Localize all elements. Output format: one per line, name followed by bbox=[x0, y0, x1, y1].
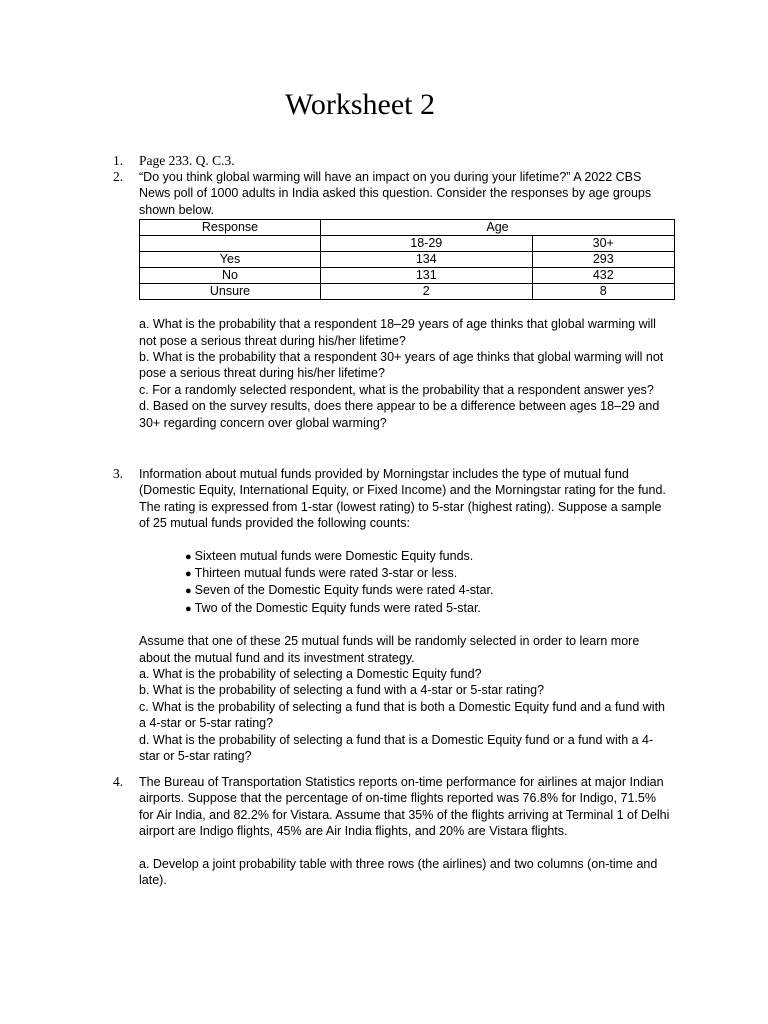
question-text: Page 233. Q. C.3. bbox=[139, 153, 235, 168]
row-label: Unsure bbox=[140, 284, 321, 300]
response-header: Response bbox=[140, 220, 321, 236]
question-intro: The Bureau of Transportation Statistics reports on-time performance for airlines at major Indian airports. Suppose that the percentage of on-time flights reported was 76.8% for Indigo, 71.5% for Air India, and 82.2% for Vistara. Assume that 35% of the flights arriving at Terminal 1 of Delhi airport are Indigo flights, 45% are Air India flights, and 20% are Vistara flights. bbox=[139, 775, 670, 839]
question-3 bbox=[113, 466, 673, 765]
table-cell: 293 bbox=[532, 252, 674, 268]
question-part-b: b. What is the probability that a respondent 30+ years of age thinks that global warming will not pose a serious threat during his/her lifetime? bbox=[139, 350, 664, 381]
question-part-c: c. What is the probability of selecting a fund that is both a Domestic Equity fund and a fund with a 4-star or 5-star rating? bbox=[139, 699, 665, 731]
row-label: No bbox=[140, 268, 321, 284]
question-1 bbox=[113, 153, 673, 169]
list-item: ● Sixteen mutual funds were Domestic Equity funds. bbox=[185, 548, 673, 565]
count-list bbox=[139, 548, 673, 618]
age-group-header: 18-29 bbox=[321, 236, 533, 252]
question-number: 4. bbox=[113, 774, 124, 789]
question-4 bbox=[113, 774, 673, 888]
table-row bbox=[140, 268, 675, 284]
question-number: 1. bbox=[113, 153, 124, 168]
question-part-c: c. For a randomly selected respondent, what is the probability that a respondent answer yes? bbox=[139, 382, 654, 397]
age-group-header: 30+ bbox=[532, 236, 674, 252]
table-cell: 2 bbox=[321, 284, 533, 300]
question-number: 3. bbox=[113, 466, 124, 481]
table-subheader-row bbox=[140, 236, 675, 252]
question-part-d: d. What is the probability of selecting a fund that is a Domestic Equity fund or a fund with a 4-star or 5-star rating? bbox=[139, 732, 654, 764]
table-row bbox=[140, 252, 675, 268]
table-cell: 8 bbox=[532, 284, 674, 300]
table-cell bbox=[140, 236, 321, 252]
table-header-row bbox=[140, 220, 675, 236]
question-part-a: a. What is the probability that a respondent 18–29 years of age thinks that global warming will not pose a serious threat during his/her lifetime? bbox=[139, 317, 656, 348]
question-part-d: d. Based on the survey results, does there appear to be a difference between ages 18–29 and 30+ regarding concern over global warming? bbox=[139, 399, 660, 430]
response-table bbox=[139, 219, 675, 300]
question-part-a: a. Develop a joint probability table with three rows (the airlines) and two columns (on-time and late). bbox=[139, 856, 658, 888]
worksheet-title: Worksheet 2 bbox=[284, 88, 436, 121]
question-intro: “Do you think global warming will have an impact on you during your lifetime?” A 2022 CBS News poll of 1000 adults in India asked this question. Consider the responses by age groups shown below. bbox=[139, 170, 652, 217]
question-part-a: a. What is the probability of selecting a Domestic Equity fund? bbox=[139, 667, 482, 682]
question-intro: Information about mutual funds provided by Morningstar includes the type of mutual fund (Domestic Equity, International Equity, or Fixed Income) and the Morningstar rating for the fund. The rating is expressed from 1-star (lowest rating) to 5-star (highest rating). Suppose a sample of 25 mutual funds provided the following counts: bbox=[139, 467, 666, 531]
question-number: 2. bbox=[113, 169, 124, 184]
table-cell: 131 bbox=[321, 268, 533, 284]
table-cell: 134 bbox=[321, 252, 533, 268]
list-item: ● Thirteen mutual funds were rated 3-star or less. bbox=[185, 565, 673, 582]
question-2 bbox=[113, 169, 673, 431]
table-row bbox=[140, 284, 675, 300]
age-header: Age bbox=[321, 220, 675, 236]
row-label: Yes bbox=[140, 252, 321, 268]
question-part-b: b. What is the probability of selecting a fund with a 4-star or 5-star rating? bbox=[139, 683, 545, 698]
list-item: ● Seven of the Domestic Equity funds were rated 4-star. bbox=[185, 582, 673, 599]
question-assumption: Assume that one of these 25 mutual funds will be randomly selected in order to learn more about the mutual fund and its investment strategy. bbox=[139, 634, 640, 665]
list-item: ● Two of the Domestic Equity funds were rated 5-star. bbox=[185, 600, 673, 617]
table-cell: 432 bbox=[532, 268, 674, 284]
